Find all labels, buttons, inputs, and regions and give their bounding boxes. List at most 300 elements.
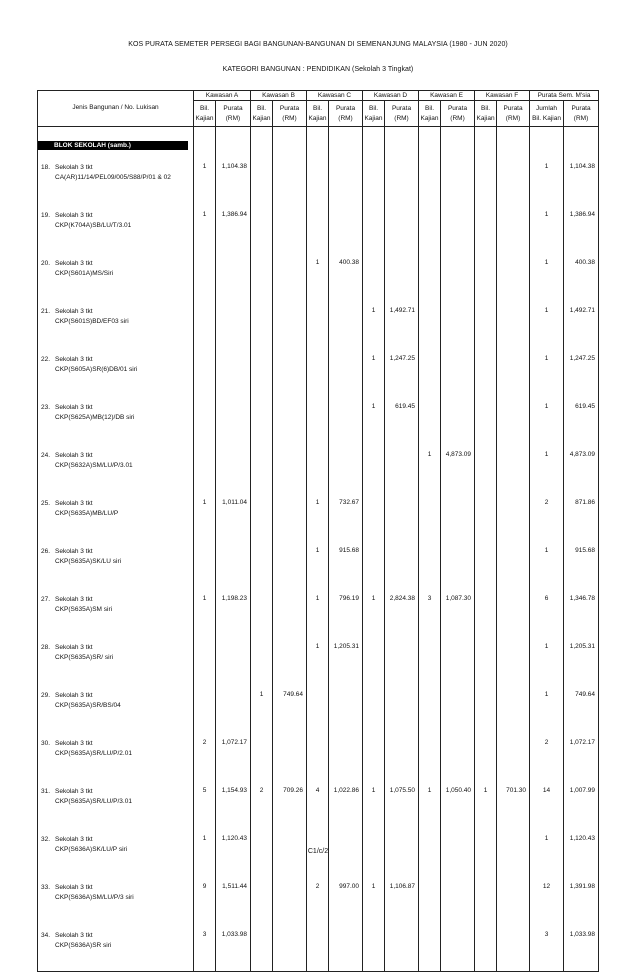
- purata-cell: 915.68: [564, 539, 599, 587]
- subheader-jumlah: Jumlah Bil. Kajian: [530, 101, 564, 127]
- building-label: [38, 875, 194, 923]
- table-row: [38, 299, 599, 347]
- purata-cell: [216, 539, 251, 587]
- bil-kajian-cell: 1: [530, 395, 564, 443]
- drawing-code: CKP(S635A)SR/LU/P/3.01: [55, 798, 132, 805]
- bil-kajian-cell: [475, 347, 497, 395]
- row-number: 20.: [41, 260, 51, 267]
- bil-kajian-cell: 2: [530, 731, 564, 779]
- bil-kajian-cell: [419, 923, 441, 972]
- bil-kajian-cell: 4: [307, 779, 329, 827]
- bil-kajian-cell: 14: [530, 779, 564, 827]
- bil-kajian-cell: 1: [530, 539, 564, 587]
- building-label: [38, 731, 194, 779]
- bil-kajian-cell: [475, 587, 497, 635]
- bil-kajian-cell: [307, 395, 329, 443]
- purata-cell: 1,247.25: [385, 347, 419, 395]
- empty-cell: [441, 127, 475, 136]
- bil-kajian-cell: 12: [530, 875, 564, 923]
- row-number: 23.: [41, 404, 51, 411]
- empty-cell: [194, 135, 216, 155]
- drawing-code: CKP(S601A)MS/Siri: [55, 270, 114, 277]
- subheader-purata: Purata (RM): [564, 101, 599, 127]
- bil-kajian-cell: 3: [419, 587, 441, 635]
- bil-kajian-cell: 1: [307, 587, 329, 635]
- purata-cell: [497, 347, 530, 395]
- bil-kajian-cell: 1: [530, 347, 564, 395]
- purata-cell: [273, 299, 307, 347]
- purata-cell: [497, 875, 530, 923]
- building-label: [38, 635, 194, 683]
- empty-cell: [441, 135, 475, 155]
- purata-cell: [497, 635, 530, 683]
- purata-cell: [441, 539, 475, 587]
- bil-kajian-cell: [475, 395, 497, 443]
- purata-cell: 1,033.98: [216, 923, 251, 972]
- bil-kajian-cell: [307, 299, 329, 347]
- purata-cell: 1,033.98: [564, 923, 599, 972]
- drawing-code: CKP(S605A)SR(6)DB/01 siri: [55, 366, 138, 373]
- empty-cell: [564, 127, 599, 136]
- table-row: [38, 443, 599, 491]
- group-header-kawasan-d: Kawasan D: [363, 91, 419, 101]
- building-label: [38, 683, 194, 731]
- bil-kajian-cell: [419, 347, 441, 395]
- empty-cell: [329, 135, 363, 155]
- subheader-purata: Purata (RM): [497, 101, 530, 127]
- bil-kajian-cell: 1: [194, 491, 216, 539]
- building-label: [38, 779, 194, 827]
- drawing-code: CKP(K704A)SB/LU/T/3.01: [55, 222, 132, 229]
- purata-cell: [385, 251, 419, 299]
- building-name: Sekolah 3 tkt: [55, 836, 93, 843]
- bil-kajian-cell: 1: [419, 779, 441, 827]
- bil-kajian-cell: [475, 251, 497, 299]
- purata-cell: [329, 155, 363, 203]
- purata-cell: 619.45: [564, 395, 599, 443]
- purata-cell: 1,346.78: [564, 587, 599, 635]
- drawing-code: CKP(S601S)BD/EF03 siri: [55, 318, 129, 325]
- table-row: [38, 155, 599, 203]
- purata-cell: 1,492.71: [564, 299, 599, 347]
- purata-cell: 796.19: [329, 587, 363, 635]
- purata-cell: 1,075.50: [385, 779, 419, 827]
- bil-kajian-cell: [251, 443, 273, 491]
- bil-kajian-cell: 1: [363, 395, 385, 443]
- empty-cell: [530, 135, 564, 155]
- bil-kajian-cell: [251, 203, 273, 251]
- bil-kajian-cell: [251, 635, 273, 683]
- bil-kajian-cell: [475, 683, 497, 731]
- bil-kajian-cell: [251, 923, 273, 972]
- bil-kajian-cell: [307, 443, 329, 491]
- purata-cell: [216, 635, 251, 683]
- purata-cell: [216, 683, 251, 731]
- drawing-code: CKP(S635A)SK/LU siri: [55, 558, 122, 565]
- bil-kajian-cell: 1: [530, 203, 564, 251]
- bil-kajian-cell: 1: [363, 299, 385, 347]
- table-row: [38, 779, 599, 827]
- purata-cell: [497, 395, 530, 443]
- bil-kajian-cell: [363, 539, 385, 587]
- section-label-cell: [38, 135, 194, 155]
- purata-cell: 1,511.44: [216, 875, 251, 923]
- bil-kajian-cell: 1: [530, 827, 564, 875]
- table-row: [38, 539, 599, 587]
- bil-kajian-cell: [363, 491, 385, 539]
- bil-kajian-cell: [419, 491, 441, 539]
- building-label: [38, 539, 194, 587]
- bil-kajian-cell: [475, 635, 497, 683]
- empty-cell: [273, 135, 307, 155]
- purata-cell: [497, 923, 530, 972]
- building-name: Sekolah 3 tkt: [55, 260, 93, 267]
- building-label: [38, 251, 194, 299]
- purata-cell: 400.38: [329, 251, 363, 299]
- purata-cell: [441, 299, 475, 347]
- purata-cell: [329, 299, 363, 347]
- purata-cell: 1,120.43: [216, 827, 251, 875]
- table-row: [38, 203, 599, 251]
- bil-kajian-cell: [251, 491, 273, 539]
- table-row: [38, 875, 599, 923]
- purata-cell: [216, 347, 251, 395]
- bil-kajian-cell: 1: [530, 299, 564, 347]
- building-label: [38, 155, 194, 203]
- row-number: 18.: [41, 164, 51, 171]
- purata-cell: 1,198.23: [216, 587, 251, 635]
- bil-kajian-cell: [363, 923, 385, 972]
- purata-cell: [273, 347, 307, 395]
- purata-cell: 1,104.38: [564, 155, 599, 203]
- purata-cell: 4,873.09: [441, 443, 475, 491]
- empty-cell: [307, 135, 329, 155]
- row-number: 24.: [41, 452, 51, 459]
- bil-kajian-cell: 2: [194, 731, 216, 779]
- bil-kajian-cell: [251, 155, 273, 203]
- building-label: [38, 923, 194, 972]
- purata-cell: 1,011.04: [216, 491, 251, 539]
- subheader-purata: Purata (RM): [385, 101, 419, 127]
- purata-cell: 997.00: [329, 875, 363, 923]
- purata-cell: 1,492.71: [385, 299, 419, 347]
- bil-kajian-cell: [251, 251, 273, 299]
- bil-kajian-cell: [194, 299, 216, 347]
- row-number: 26.: [41, 548, 51, 555]
- bil-kajian-cell: [251, 395, 273, 443]
- bil-kajian-cell: [251, 731, 273, 779]
- bil-kajian-cell: 1: [194, 827, 216, 875]
- purata-cell: [385, 155, 419, 203]
- empty-cell: [475, 127, 497, 136]
- bil-kajian-cell: 1: [363, 347, 385, 395]
- bil-kajian-cell: [419, 251, 441, 299]
- group-header-kawasan-e: Kawasan E: [419, 91, 475, 101]
- purata-cell: [497, 491, 530, 539]
- row-number: 30.: [41, 740, 51, 747]
- empty-cell: [363, 135, 385, 155]
- purata-cell: 400.38: [564, 251, 599, 299]
- purata-cell: [273, 539, 307, 587]
- purata-cell: 732.67: [329, 491, 363, 539]
- table-row: [38, 587, 599, 635]
- empty-cell: [251, 127, 273, 136]
- bil-kajian-cell: 1: [530, 251, 564, 299]
- row-number: 28.: [41, 644, 51, 651]
- purata-cell: [273, 635, 307, 683]
- empty-cell: [475, 135, 497, 155]
- bil-kajian-cell: [419, 299, 441, 347]
- bil-kajian-cell: [475, 731, 497, 779]
- bil-kajian-cell: [475, 491, 497, 539]
- purata-cell: [273, 395, 307, 443]
- bil-kajian-cell: [419, 635, 441, 683]
- purata-cell: [329, 347, 363, 395]
- building-label: [38, 395, 194, 443]
- purata-cell: 1,154.93: [216, 779, 251, 827]
- row-number: 27.: [41, 596, 51, 603]
- table-row: [38, 635, 599, 683]
- group-header-kawasan-c: Kawasan C: [307, 91, 363, 101]
- bil-kajian-cell: [419, 539, 441, 587]
- bil-kajian-cell: [475, 443, 497, 491]
- building-name: Sekolah 3 tkt: [55, 884, 93, 891]
- purata-cell: [497, 299, 530, 347]
- subheader-purata: Purata (RM): [329, 101, 363, 127]
- bil-kajian-cell: [475, 203, 497, 251]
- building-name: Sekolah 3 tkt: [55, 932, 93, 939]
- empty-cell: [216, 127, 251, 136]
- bil-kajian-cell: [363, 683, 385, 731]
- purata-cell: [497, 203, 530, 251]
- bil-kajian-cell: 1: [194, 203, 216, 251]
- empty-cell: [564, 135, 599, 155]
- building-name: Sekolah 3 tkt: [55, 692, 93, 699]
- bil-kajian-cell: [475, 299, 497, 347]
- section-label: BLOK SEKOLAH (samb.): [38, 141, 188, 150]
- purata-cell: [273, 155, 307, 203]
- bil-kajian-cell: [363, 251, 385, 299]
- table-row: [38, 491, 599, 539]
- purata-cell: 1,386.94: [216, 203, 251, 251]
- group-header-kawasan-b: Kawasan B: [251, 91, 307, 101]
- bil-kajian-cell: 1: [530, 443, 564, 491]
- bil-kajian-cell: [363, 155, 385, 203]
- purata-cell: [216, 251, 251, 299]
- purata-cell: [273, 251, 307, 299]
- bil-kajian-cell: [194, 683, 216, 731]
- bil-kajian-cell: 9: [194, 875, 216, 923]
- purata-cell: 1,050.40: [441, 779, 475, 827]
- purata-cell: 1,247.25: [564, 347, 599, 395]
- table-row: [38, 683, 599, 731]
- purata-cell: [441, 155, 475, 203]
- building-label: [38, 299, 194, 347]
- purata-cell: [273, 587, 307, 635]
- purata-cell: [385, 635, 419, 683]
- building-name: Sekolah 3 tkt: [55, 356, 93, 363]
- bil-kajian-cell: [251, 299, 273, 347]
- drawing-code: CKP(S625A)MB(12)/DB siri: [55, 414, 135, 421]
- bil-kajian-cell: [419, 155, 441, 203]
- drawing-code: CKP(S635A)SR/ siri: [55, 654, 114, 661]
- purata-cell: [385, 443, 419, 491]
- purata-cell: 871.86: [564, 491, 599, 539]
- spacer: [38, 127, 194, 136]
- bil-kajian-cell: [475, 923, 497, 972]
- purata-cell: [497, 587, 530, 635]
- purata-cell: [329, 203, 363, 251]
- bil-kajian-cell: [419, 203, 441, 251]
- bil-kajian-cell: 2: [307, 875, 329, 923]
- building-label: [38, 203, 194, 251]
- bil-kajian-cell: [363, 443, 385, 491]
- building-name: Sekolah 3 tkt: [55, 212, 93, 219]
- purata-cell: 1,120.43: [564, 827, 599, 875]
- purata-cell: 701.30: [497, 779, 530, 827]
- purata-cell: 619.45: [385, 395, 419, 443]
- drawing-code: CKP(S636A)SM/LU/P/3 siri: [55, 894, 134, 901]
- purata-cell: [497, 155, 530, 203]
- empty-cell: [251, 135, 273, 155]
- empty-cell: [216, 135, 251, 155]
- subheader-purata: Purata (RM): [441, 101, 475, 127]
- purata-cell: 1,022.86: [329, 779, 363, 827]
- purata-cell: [273, 491, 307, 539]
- subheader-bil: Bil. Kajian: [307, 101, 329, 127]
- bil-kajian-cell: [363, 635, 385, 683]
- purata-cell: [273, 923, 307, 972]
- purata-cell: [385, 539, 419, 587]
- row-number: 32.: [41, 836, 51, 843]
- bil-kajian-cell: 1: [530, 155, 564, 203]
- subheader-bil: Bil. Kajian: [419, 101, 441, 127]
- purata-cell: [385, 203, 419, 251]
- bil-kajian-cell: [251, 875, 273, 923]
- table-row: [38, 731, 599, 779]
- bil-kajian-cell: [307, 731, 329, 779]
- group-header-kawasan-f: Kawasan F: [475, 91, 530, 101]
- building-label: [38, 347, 194, 395]
- bil-kajian-cell: [307, 683, 329, 731]
- building-name: Sekolah 3 tkt: [55, 452, 93, 459]
- bil-kajian-cell: [194, 635, 216, 683]
- purata-cell: [329, 923, 363, 972]
- building-name: Sekolah 3 tkt: [55, 788, 93, 795]
- purata-cell: [329, 443, 363, 491]
- purata-cell: [385, 683, 419, 731]
- empty-cell: [385, 127, 419, 136]
- bil-kajian-cell: [363, 203, 385, 251]
- purata-cell: [497, 731, 530, 779]
- empty-cell: [307, 127, 329, 136]
- empty-cell: [497, 135, 530, 155]
- subheader-bil: Bil. Kajian: [251, 101, 273, 127]
- table-row: [38, 395, 599, 443]
- row-number: 22.: [41, 356, 51, 363]
- purata-cell: 1,007.99: [564, 779, 599, 827]
- purata-cell: 1,072.17: [216, 731, 251, 779]
- row-number: 25.: [41, 500, 51, 507]
- purata-cell: [273, 731, 307, 779]
- empty-cell: [530, 127, 564, 136]
- empty-cell: [419, 135, 441, 155]
- bil-kajian-cell: [419, 731, 441, 779]
- bil-kajian-cell: 1: [363, 587, 385, 635]
- purata-cell: [497, 539, 530, 587]
- bil-kajian-cell: 1: [530, 683, 564, 731]
- subheader-bil: Bil. Kajian: [363, 101, 385, 127]
- purata-cell: [441, 923, 475, 972]
- drawing-code: CKP(S635A)SR/BS/04: [55, 702, 121, 709]
- row-number: 34.: [41, 932, 51, 939]
- bil-kajian-cell: [307, 923, 329, 972]
- purata-cell: [216, 395, 251, 443]
- bil-kajian-cell: 5: [194, 779, 216, 827]
- purata-cell: [273, 443, 307, 491]
- drawing-code: CKP(S635A)MB/LU/P: [55, 510, 119, 517]
- building-name: Sekolah 3 tkt: [55, 404, 93, 411]
- bil-kajian-cell: 1: [307, 635, 329, 683]
- bil-kajian-cell: [475, 875, 497, 923]
- page-title: KOS PURATA SEMETER PERSEGI BAGI BANGUNAN-BANGUNAN DI SEMENANJUNG MALAYSIA (1980 - JUN 2020): [128, 41, 508, 48]
- purata-cell: [441, 683, 475, 731]
- building-name: Sekolah 3 tkt: [55, 740, 93, 747]
- purata-cell: [441, 731, 475, 779]
- building-name: Sekolah 3 tkt: [55, 596, 93, 603]
- bil-kajian-cell: 3: [194, 923, 216, 972]
- bil-kajian-cell: 1: [194, 155, 216, 203]
- building-name: Sekolah 3 tkt: [55, 644, 93, 651]
- bil-kajian-cell: [194, 347, 216, 395]
- building-label: [38, 587, 194, 635]
- row-number: 29.: [41, 692, 51, 699]
- purata-cell: [329, 395, 363, 443]
- table-row: [38, 251, 599, 299]
- purata-cell: [216, 299, 251, 347]
- bil-kajian-cell: [194, 395, 216, 443]
- purata-cell: [497, 443, 530, 491]
- purata-cell: [441, 875, 475, 923]
- row-number: 21.: [41, 308, 51, 315]
- purata-cell: [441, 251, 475, 299]
- purata-cell: [441, 395, 475, 443]
- group-header-purata-msia: Purata Sem. M'sia: [530, 91, 599, 101]
- page-number: C1/c/2: [307, 848, 329, 855]
- purata-cell: [273, 203, 307, 251]
- drawing-code: CKP(S635A)SR/LU/P/2.01: [55, 750, 132, 757]
- drawing-code: CKP(S636A)SR siri: [55, 942, 112, 949]
- purata-cell: [273, 875, 307, 923]
- bil-kajian-cell: [475, 539, 497, 587]
- bil-kajian-cell: 6: [530, 587, 564, 635]
- bil-kajian-cell: [363, 731, 385, 779]
- drawing-code: CKP(S635A)SM siri: [55, 606, 113, 613]
- bil-kajian-cell: [307, 203, 329, 251]
- bil-kajian-cell: 1: [363, 875, 385, 923]
- purata-cell: [385, 923, 419, 972]
- purata-cell: [329, 683, 363, 731]
- purata-cell: 749.64: [273, 683, 307, 731]
- bil-kajian-cell: [307, 155, 329, 203]
- purata-cell: 1,106.87: [385, 875, 419, 923]
- bil-kajian-cell: 1: [251, 683, 273, 731]
- empty-cell: [419, 127, 441, 136]
- bil-kajian-cell: 1: [475, 779, 497, 827]
- building-name: Sekolah 3 tkt: [55, 164, 93, 171]
- purata-cell: [385, 491, 419, 539]
- group-header-kawasan-a: Kawasan A: [194, 91, 251, 101]
